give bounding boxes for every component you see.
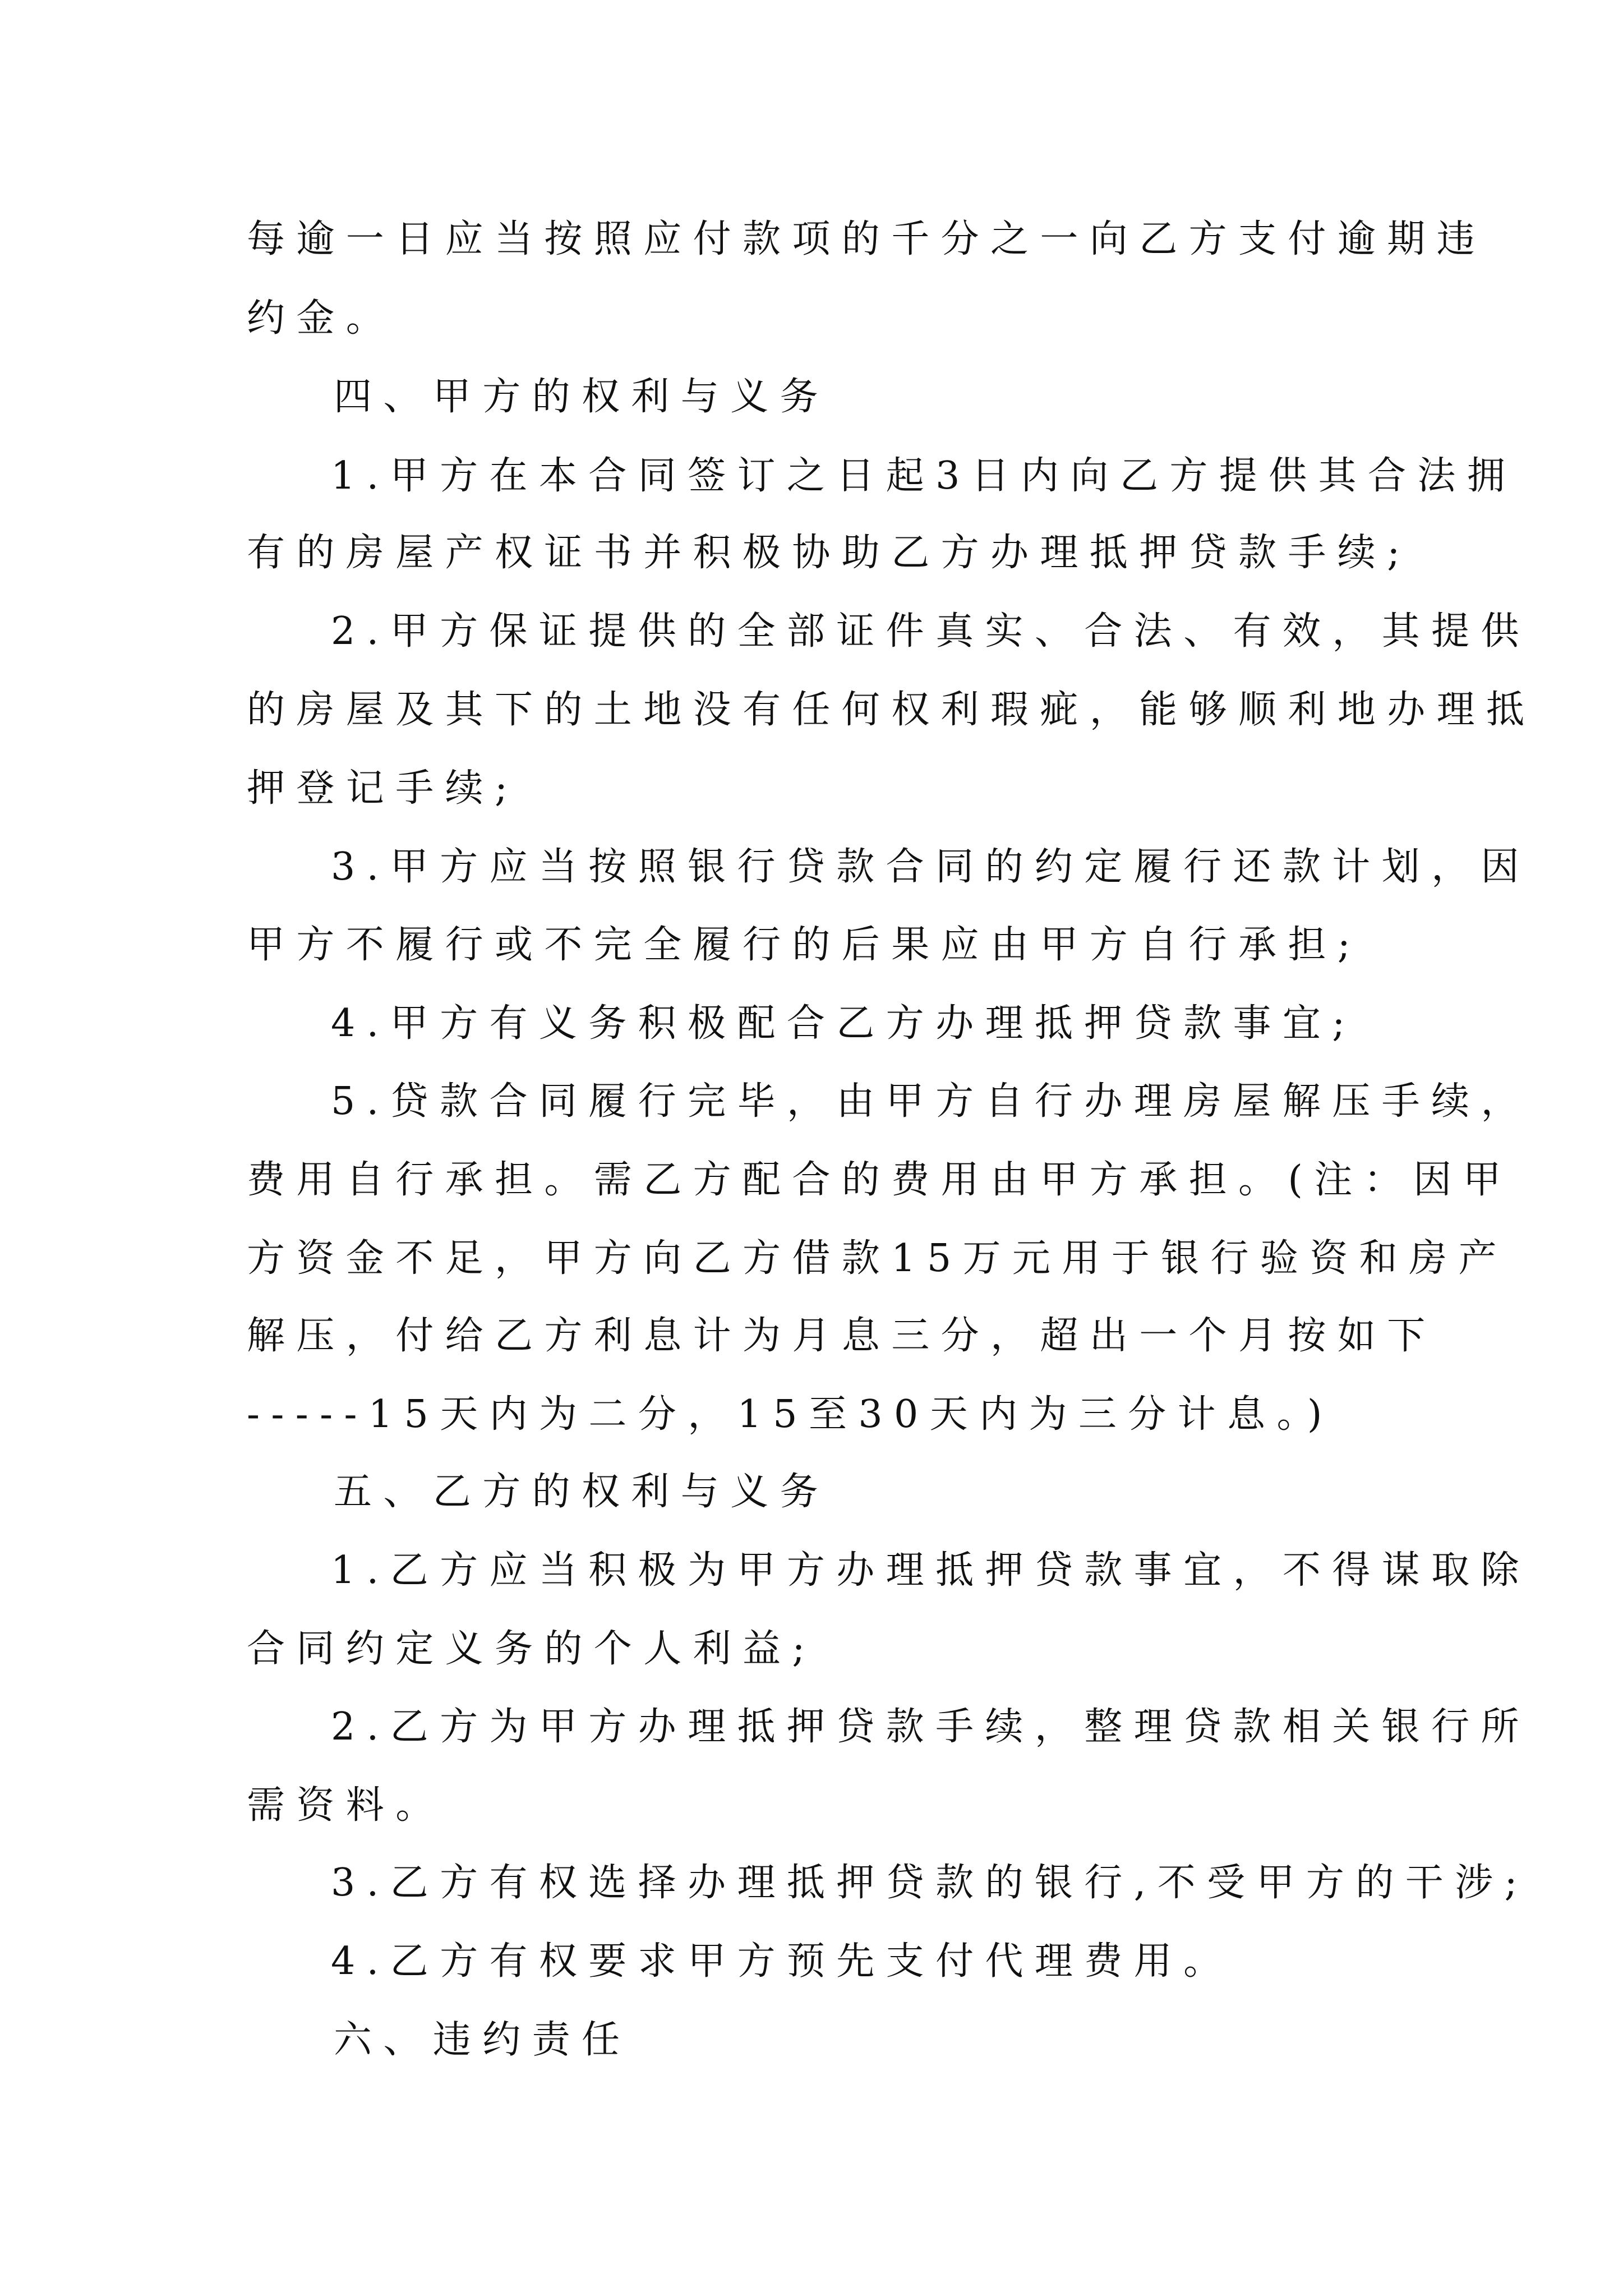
- text-line: 4.甲方有义务积极配合乙方办理抵押贷款事宜;: [331, 1001, 1357, 1046]
- text-line: 的房屋及其下的土地没有任何权利瑕疵，能够顺利地办理抵: [247, 688, 1536, 732]
- text-line: 1.甲方在本合同签订之日起3日内向乙方提供其合法拥: [331, 454, 1517, 498]
- text-line: 押登记手续;: [247, 766, 519, 811]
- text-line: 解压，付给乙方利息计为月息三分，超出一个月按如下: [247, 1314, 1437, 1358]
- section-heading: 四、甲方的权利与义务: [334, 375, 830, 419]
- text-line: 2.甲方保证提供的全部证件真实、合法、有效，其提供: [331, 609, 1530, 654]
- text-line: 约金。: [247, 296, 396, 341]
- text-line: -----15天内为二分，15至30天内为三分计息。): [247, 1392, 1334, 1437]
- text-line: 4.乙方有权要求甲方预先支付代理费用。: [331, 1939, 1233, 1984]
- section-heading: 六、违约责任: [334, 2018, 631, 2062]
- text-line: 方资金不足，甲方向乙方借款15万元用于银行验资和房产: [247, 1236, 1508, 1281]
- text-line: 需资料。: [247, 1783, 445, 1828]
- text-line: 有的房屋产权证书并积极协助乙方办理抵押贷款手续;: [247, 531, 1412, 575]
- text-line: 2.乙方为甲方办理抵押贷款手续，整理贷款相关银行所: [331, 1705, 1530, 1749]
- section-heading: 五、乙方的权利与义务: [334, 1470, 830, 1514]
- text-line: 1.乙方应当积极为甲方办理抵押贷款事宜，不得谋取除: [331, 1548, 1530, 1593]
- text-line: 3.甲方应当按照银行贷款合同的约定履行还款计划，因: [331, 845, 1530, 889]
- text-line: 3.乙方有权选择办理抵押贷款的银行,不受甲方的干涉;: [331, 1861, 1529, 1905]
- text-line: 5.贷款合同履行完毕，由甲方自行办理房屋解压手续，: [331, 1079, 1530, 1124]
- text-line: 费用自行承担。需乙方配合的费用由甲方承担。(注：因甲: [247, 1158, 1513, 1202]
- text-line: 合同约定义务的个人利益;: [247, 1627, 817, 1671]
- text-line: 甲方不履行或不完全履行的后果应由甲方自行承担;: [247, 923, 1362, 967]
- text-line: 每逾一日应当按照应付款项的千分之一向乙方支付逾期违: [247, 217, 1487, 261]
